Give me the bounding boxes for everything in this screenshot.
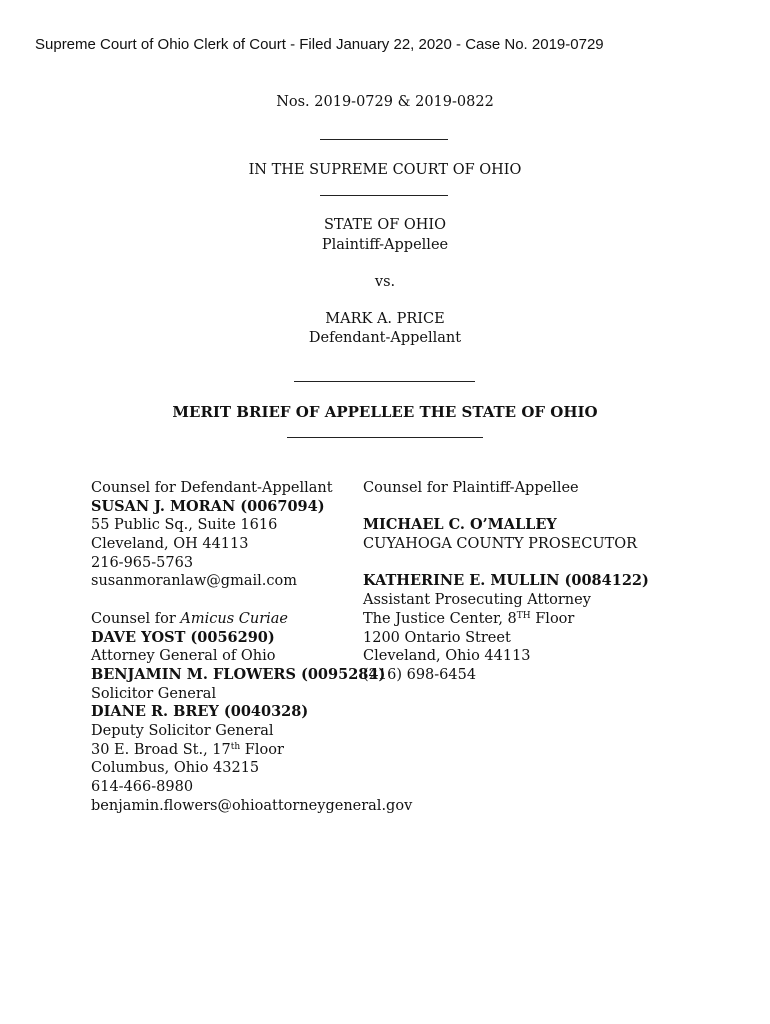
prosecution-address-superscript: TH — [516, 610, 531, 621]
defense-attorney-name: SUSAN J. MORAN (0067094) — [91, 497, 325, 515]
amicus-address-prefix: 30 E. Broad St., 17 — [91, 741, 231, 758]
amicus-attorney-2-name: BENJAMIN M. FLOWERS (0095284) — [91, 665, 386, 683]
prosecution-address-line3: Cleveland, Ohio 44113 — [363, 648, 531, 665]
prosecutor-title: CUYAHOGA COUNTY PROSECUTOR — [363, 536, 638, 553]
defense-email: susanmoranlaw@gmail.com — [91, 573, 297, 590]
divider-rule — [320, 139, 448, 140]
amicus-email: benjamin.flowers@ohioattorneygeneral.gov — [91, 797, 413, 814]
plaintiff-name: STATE OF OHIO — [323, 217, 447, 233]
brief-title: MERIT BRIEF OF APPELLEE THE STATE OF OHIO — [172, 403, 598, 421]
spacer — [363, 498, 649, 517]
case-numbers: Nos. 2019-0729 & 2019-0822 — [276, 94, 494, 110]
amicus-heading-italic: Amicus Curiae — [180, 610, 289, 627]
amicus-attorney-1-title: Attorney General of Ohio — [91, 648, 276, 665]
amicus-address-line1 — [91, 741, 412, 760]
defense-address-line1: 55 Public Sq., Suite 1616 — [91, 517, 278, 534]
assistant-prosecutor-title: Assistant Prosecuting Attorney — [363, 592, 591, 609]
divider-rule — [287, 437, 483, 438]
prosecution-address-suffix: Floor — [530, 610, 575, 627]
amicus-address-superscript: th — [230, 741, 241, 752]
defense-phone: 216-965-5763 — [91, 554, 194, 571]
court-name: IN THE SUPREME COURT OF OHIO — [248, 162, 522, 178]
amicus-phone: 614-466-8980 — [91, 779, 194, 795]
defendant-role: Defendant-Appellant — [308, 330, 462, 346]
spacer — [363, 554, 649, 573]
versus-label: vs. — [374, 274, 396, 290]
amicus-heading-prefix: Counsel for — [91, 610, 181, 627]
plaintiff-role: Plaintiff-Appellee — [321, 237, 449, 253]
prosecution-phone: (216) 698-6454 — [363, 666, 477, 683]
amicus-attorney-2-title: Solicitor General — [91, 685, 217, 702]
amicus-address-suffix: Floor — [240, 741, 284, 758]
assistant-prosecutor-name: KATHERINE E. MULLIN (0084122) — [363, 572, 649, 590]
prosecution-counsel-heading: Counsel for Plaintiff-Appellee — [363, 480, 579, 496]
filing-stamp: Supreme Court of Ohio Clerk of Court - Filed January 22, 2020 - Case No. 2019-0729 — [35, 36, 604, 53]
prosecutor-name: MICHAEL C. O’MALLEY — [363, 516, 557, 534]
prosecution-address-prefix: The Justice Center, 8 — [363, 610, 517, 627]
amicus-attorney-1-name: DAVE YOST (0056290) — [91, 628, 275, 646]
defense-address-line2: Cleveland, OH 44113 — [91, 536, 249, 553]
right-counsel-column — [363, 479, 649, 685]
defense-counsel-heading: Counsel for Defendant-Appellant — [91, 480, 333, 496]
defendant-name: MARK A. PRICE — [325, 311, 445, 327]
amicus-attorney-3-title: Deputy Solicitor General — [91, 722, 274, 739]
prosecution-address-line2: 1200 Ontario Street — [363, 629, 511, 646]
divider-rule — [294, 381, 475, 382]
amicus-address-line2: Columbus, Ohio 43215 — [91, 760, 260, 777]
prosecution-address-line1 — [363, 610, 649, 629]
divider-rule — [320, 195, 448, 196]
amicus-attorney-3-name: DIANE R. BREY (0040328) — [91, 703, 309, 721]
